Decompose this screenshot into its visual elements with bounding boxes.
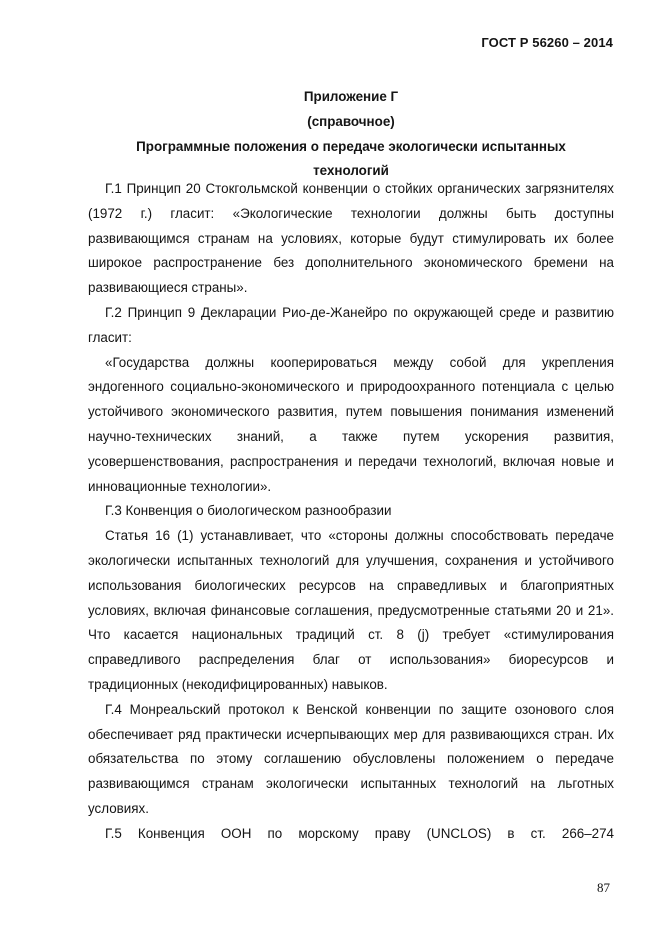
paragraph-g2: Г.2 Принцип 9 Декларации Рио-де-Жанейро по окружающей среде и развитию гласит:	[88, 304, 614, 345]
appendix-type: (справочное)	[307, 113, 395, 129]
paragraph-g4: Г.4 Монреальский протокол к Венской конвенции по защите озонового слоя обеспечивает ряд практически исчерпывающих мер для развивающихся стран. Их обязательства по этому соглашению обусловлены положением о передаче развивающимся странам экологически испытанных технологий на льготных условиях.	[88, 701, 614, 816]
paragraph-g2-quote: «Государства должны кооперироваться между собой для укрепления эндогенного социально-экономического и природоохранного потенциала с целью устойчивого экономического развития, путем повышения понимания изменений научно-технических знаний, а также путем ускорения развития, усовершенствования, распространения и передачи технологий, включая новые и инновационные технологии».	[88, 354, 614, 494]
document-body	[88, 177, 614, 847]
page-number: 87	[597, 880, 610, 895]
paragraph-g3: Г.3 Конвенция о биологическом разнообразии	[105, 503, 392, 519]
document-code-header: ГОСТ Р 56260 – 2014	[481, 35, 613, 50]
appendix-title-line-2: технологий	[313, 163, 389, 179]
paragraph-g5: Г.5 Конвенция ООН по морскому праву (UNCLOS) в ст. 266–274	[105, 825, 614, 841]
appendix-heading	[88, 85, 614, 184]
appendix-label: Приложение Г	[303, 89, 399, 104]
appendix-title-line-1: Программные положения о передаче экологически испытанных	[136, 138, 566, 154]
paragraph-g3-article: Статья 16 (1) устанавливает, что «стороны должны способствовать передаче экологически испытанных технологий для улучшения, сохранения и устойчивого использования биологических ресурсов на справедливых и благоприятных условиях, включая финансовые соглашения, предусмотренные статьями 20 и 21». Что касается национальных традиций ст. 8 (j) требует «стимулирования справедливого распределения благ от использования» биоресурсов и традиционных (некодифицированных) навыков.	[88, 528, 614, 692]
paragraph-g1: Г.1 Принцип 20 Стокгольмской конвенции о стойких органических загрязнителях (1972 г.) гласит: «Экологические технологии должны быть доступны развивающимся странам на условиях, которые будут стимулировать их более широкое распространение без дополнительного экономического бремени на развивающиеся страны».	[88, 181, 614, 296]
